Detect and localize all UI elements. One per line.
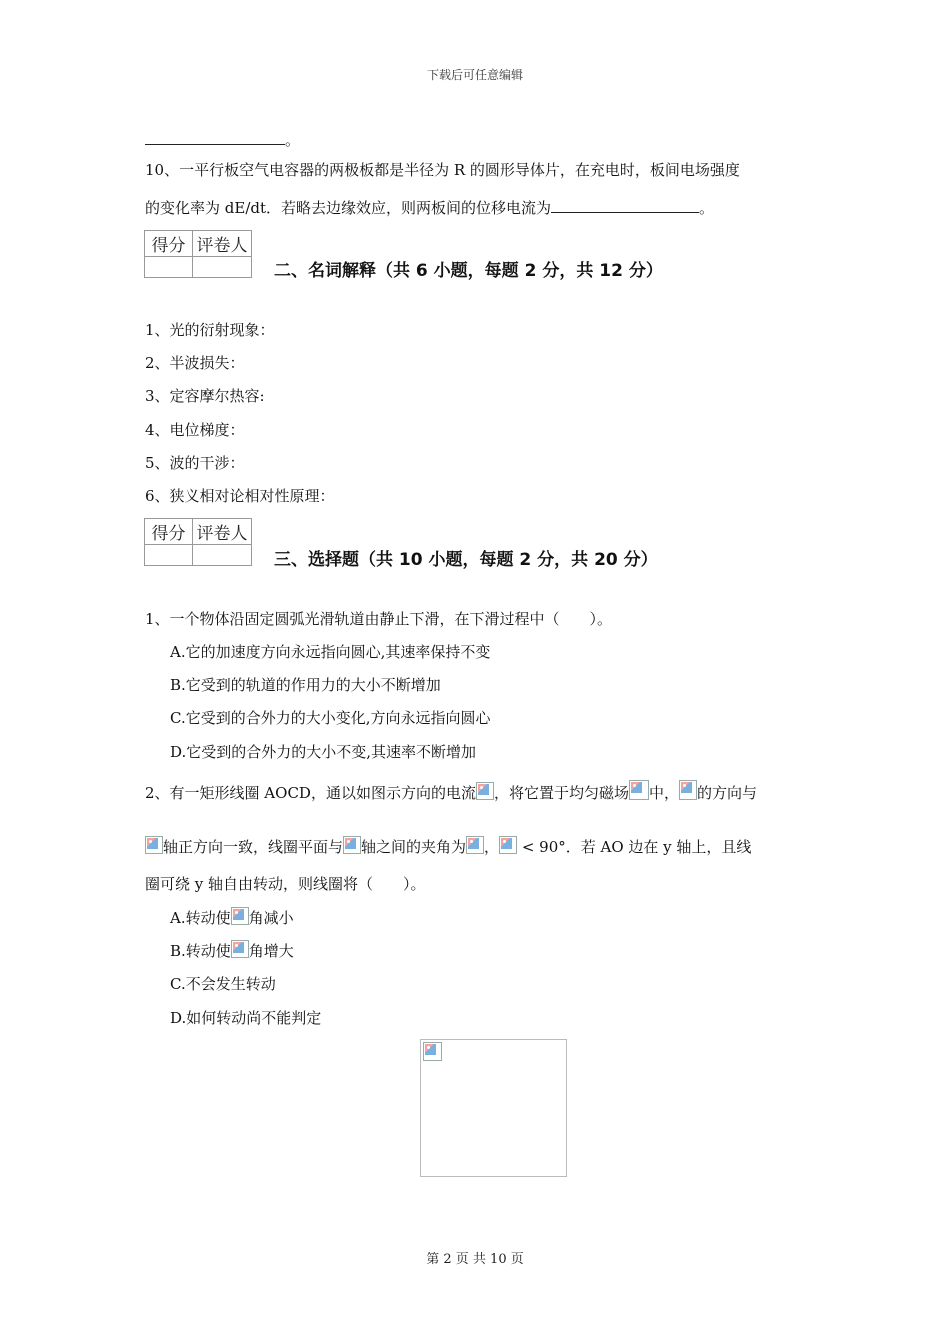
question-1-option-d[interactable]: D.它受到的合外力的大小不变,其速率不断增加 [170, 743, 477, 761]
broken-image-icon [231, 907, 249, 925]
broken-image-icon [145, 836, 163, 854]
question-1-option-a[interactable]: A.它的加速度方向永远指向圆心,其速率保持不变 [170, 643, 491, 661]
broken-image-icon [343, 836, 361, 854]
score-label: 得分 [145, 231, 193, 257]
score-label: 得分 [145, 519, 193, 545]
question-10-line-2: 的变化率为 dE/dt．若略去边缘效应，则两板间的位移电流为 。 [145, 199, 715, 217]
score-cell[interactable] [145, 545, 193, 566]
question-1-stem: 1、一个物体沿固定圆弧光滑轨道由静止下滑，在下滑过程中（ ）。 [145, 610, 613, 628]
question-2-option-a[interactable]: A.转动使 角减小 [170, 909, 294, 927]
term-item: 4、电位梯度： [145, 421, 245, 439]
section-2-title: 二、名词解释（共 6 小题，每题 2 分，共 12 分） [274, 261, 663, 281]
grader-label: 评卷人 [193, 519, 252, 545]
question-2-option-d[interactable]: D.如何转动尚不能判定 [170, 1009, 322, 1027]
question-2-line-2: 轴正方向一致，线圈平面与 轴之间的夹角为 ， < 90°．若 AO 边在 y 轴上，且线 [145, 836, 751, 857]
section-3-title: 三、选择题（共 10 小题，每题 2 分，共 20 分） [274, 550, 658, 570]
figure-placeholder [420, 1039, 567, 1177]
score-box [144, 230, 252, 278]
broken-image-icon [231, 940, 249, 958]
question-10-line-1: 10、一平行板空气电容器的两极板都是半径为 R 的圆形导体片，在充电时，板间电场强度 [145, 161, 740, 179]
score-box [144, 518, 252, 566]
answer-blank[interactable] [551, 198, 699, 213]
question-2-option-b[interactable]: B.转动使 角增大 [170, 942, 294, 960]
term-item: 5、波的干涉： [145, 454, 245, 472]
broken-image-icon [466, 836, 484, 854]
question-2-option-c[interactable]: C.不会发生转动 [170, 975, 276, 993]
page-header: 下载后可任意编辑 [426, 68, 523, 82]
question-1-option-c[interactable]: C.它受到的合外力的大小变化,方向永远指向圆心 [170, 709, 491, 727]
term-item: 3、定容摩尔热容: [145, 387, 265, 405]
question-1-option-b[interactable]: B.它受到的轨道的作用力的大小不断增加 [170, 676, 441, 694]
grader-cell[interactable] [193, 545, 252, 566]
score-cell[interactable] [145, 257, 193, 278]
term-item: 1、光的衍射现象： [145, 321, 275, 339]
answer-blank[interactable] [145, 130, 285, 145]
page-footer: 第 2 页 共 10 页 [426, 1252, 524, 1267]
question-2-line-1: 2、有一矩形线圈 AOCD，通以如图示方向的电流 ，将它置于均匀磁场 中， 的方向与 [145, 780, 757, 803]
broken-image-icon [476, 782, 494, 800]
broken-image-icon [629, 780, 649, 800]
previous-question-fragment: 。 [145, 130, 300, 150]
broken-image-icon [679, 780, 697, 800]
grader-cell[interactable] [193, 257, 252, 278]
grader-label: 评卷人 [193, 231, 252, 257]
term-item: 6、狭义相对论相对性原理： [145, 487, 335, 505]
question-2-line-3: 圈可绕 y 轴自由转动，则线圈将（ ）。 [145, 875, 426, 893]
broken-image-icon [423, 1042, 442, 1061]
term-item: 2、半波损失： [145, 354, 245, 372]
broken-image-icon [499, 836, 517, 854]
